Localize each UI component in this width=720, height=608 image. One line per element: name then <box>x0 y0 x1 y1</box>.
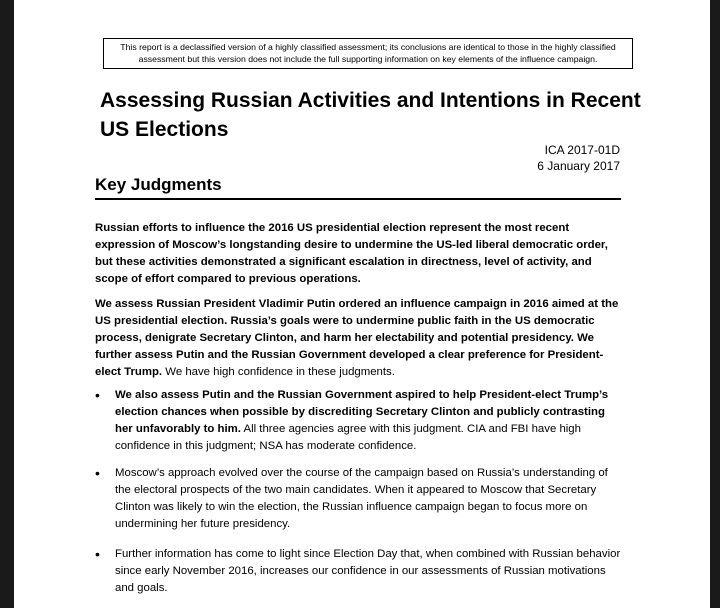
bullet-text: All three agencies agree with this judgment. CIA and FBI have high confidence in this judgment; NSA has moderate confidence. <box>115 423 581 452</box>
document-title: Assessing Russian Activities and Intentions in Recent US Elections <box>100 89 641 141</box>
bullet-marker: • <box>95 546 100 562</box>
paragraph-bold-text: Russian efforts to influence the 2016 US presidential election represent the most recent expression of Moscow’s longstanding desire to undermine the US-led liberal democratic order, but these activities demonstrated a significant escalation in directness, level of activity, and scope of effort compared to previous operations. <box>95 222 608 285</box>
paragraph <box>95 296 625 381</box>
bullet-text: Further information has come to light since Election Day that, when combined with Russian behavior since early November 2016, increases our confidence in our assessments of Russian motivations and goals. <box>115 548 621 594</box>
bullet-item <box>115 546 625 597</box>
bullet-item <box>115 387 625 455</box>
bullet-bold-text: We also assess Putin and the Russian Government aspired to help President-elect Trump’s election chances when possible by discrediting Secretary Clinton and publicly contrasting her unfavorably to him. <box>115 389 609 435</box>
declassification-notice: This report is a declassified version of a highly classified assessment; its conclusions are identical to those in the highly classified assessment but this version does not include the full supporting information on key elements of the influence campaign. <box>103 38 633 69</box>
bullet-marker: • <box>95 387 100 403</box>
document-id-block <box>537 142 620 174</box>
paragraph <box>95 220 625 288</box>
bullet-marker: • <box>95 465 100 481</box>
paragraph-text: We have high confidence in these judgments. <box>162 366 395 378</box>
document-date: 6 January 2017 <box>537 159 620 173</box>
paragraph-bold-text: We assess Russian President Vladimir Putin ordered an influence campaign in 2016 aimed at the US presidential election. Russia’s goals were to undermine public faith in the US democratic process, denigrate Secretary Clinton, and harm her electability and potential presidency. We further assess Putin and the Russian Government developed a clear preference for President-elect Trump. <box>95 298 619 378</box>
document-page <box>14 0 710 608</box>
bullet-text: Moscow’s approach evolved over the course of the campaign based on Russia’s understanding of the electoral prospects of the two main candidates. When it appeared to Moscow that Secretary Clinton was likely to win the election, the Russian influence campaign began to focus more on undermining her future presidency. <box>115 467 608 530</box>
section-heading: Key Judgments <box>95 174 621 200</box>
bullet-item <box>115 465 625 533</box>
document-number: ICA 2017-01D <box>544 143 620 157</box>
